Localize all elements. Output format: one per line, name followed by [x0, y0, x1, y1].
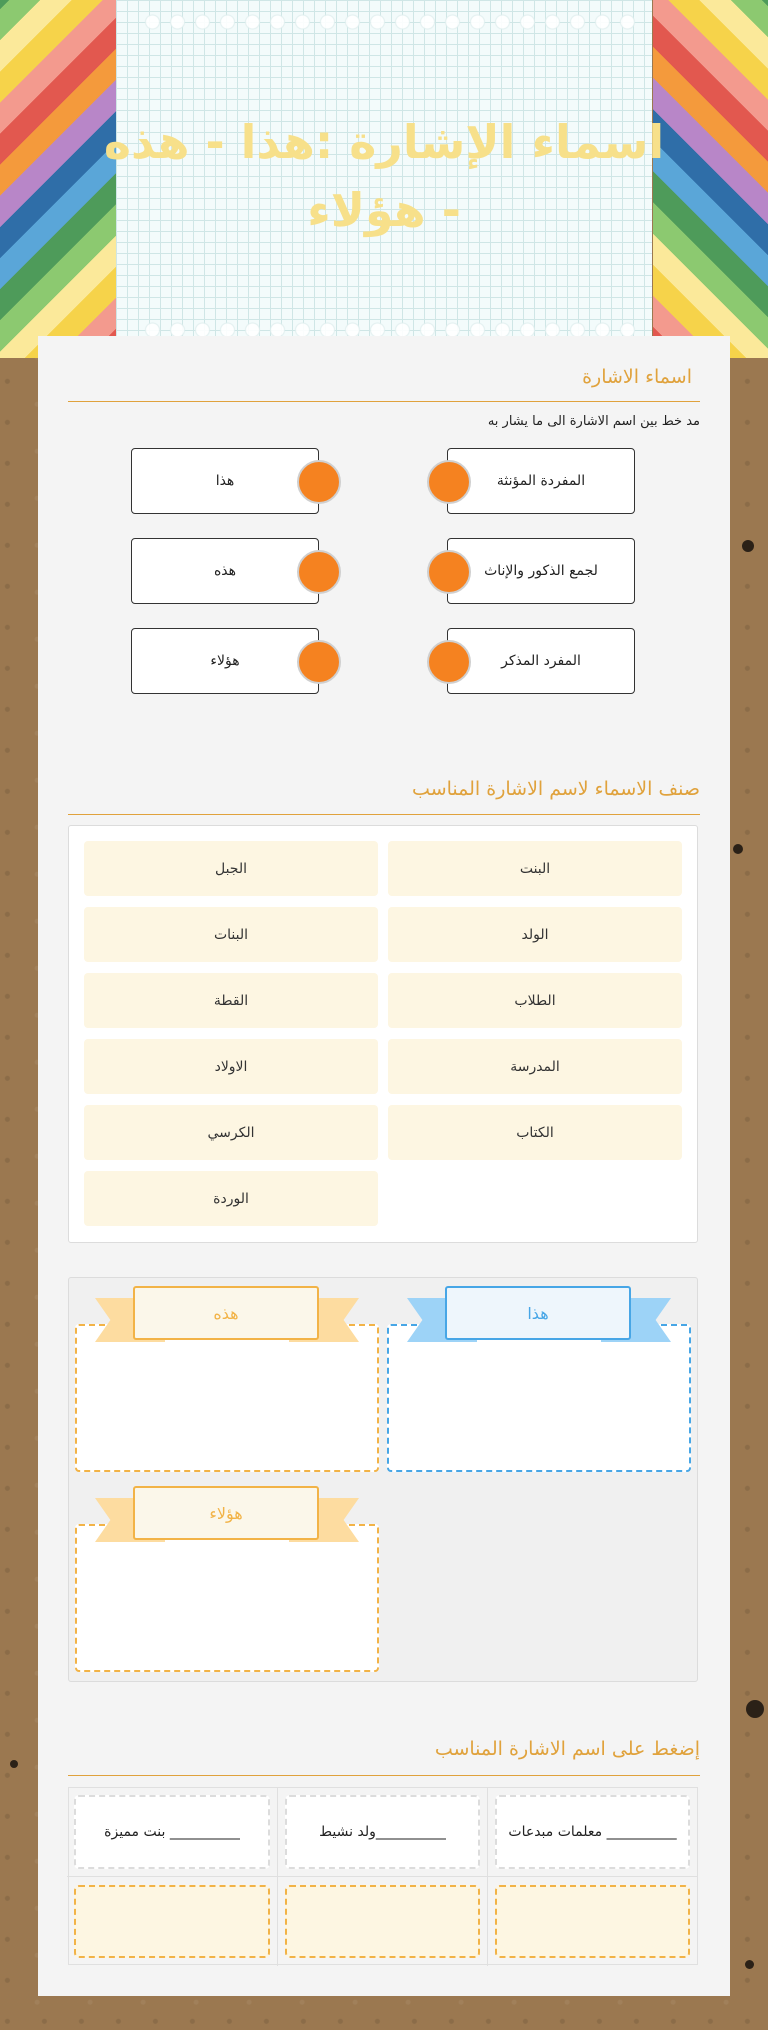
match-connector-dot[interactable] — [427, 460, 471, 504]
matching-instruction: مد خط بين اسم الاشارة الى ما يشار به — [487, 414, 700, 429]
sort-chip[interactable]: البنات — [84, 907, 378, 962]
match-connector-dot[interactable] — [297, 460, 341, 504]
sort-chip[interactable]: الجبل — [84, 841, 378, 896]
bucket-label-ribbon — [407, 1286, 671, 1342]
ink-splat — [746, 1700, 764, 1718]
paper-holes-top — [140, 14, 640, 30]
section-title-matching: اسماء الاشارة — [582, 366, 692, 388]
section-divider — [68, 1775, 700, 1776]
worksheet-card — [38, 336, 730, 1996]
answer-slot[interactable] — [74, 1885, 270, 1958]
page-title: اسماء الإشارة :هذا - هذه - هؤلاء — [103, 115, 665, 237]
table-cell — [67, 1788, 277, 1877]
table-cell — [487, 1877, 697, 1966]
sentence-card: __________ معلمات مبدعات — [495, 1795, 690, 1869]
sort-chip[interactable]: الطلاب — [388, 973, 682, 1028]
header-banner — [0, 0, 768, 358]
sort-buckets-panel — [68, 1277, 698, 1682]
drop-bucket-hathihi[interactable] — [75, 1324, 379, 1472]
sort-chip[interactable]: الكرسي — [84, 1105, 378, 1160]
drop-bucket-hatha[interactable] — [387, 1324, 691, 1472]
sort-chip[interactable]: البنت — [388, 841, 682, 896]
sort-chip[interactable]: الكتاب — [388, 1105, 682, 1160]
table-cell — [277, 1877, 487, 1966]
bucket-label: هذه — [133, 1286, 319, 1340]
sentence-card: __________ولد نشيط — [285, 1795, 480, 1869]
table-cell — [67, 1877, 277, 1966]
bucket-label-ribbon — [95, 1286, 359, 1342]
match-connector-dot[interactable] — [427, 640, 471, 684]
match-item-left[interactable]: هذا — [131, 448, 319, 514]
sentence-card: __________ بنت مميزة — [74, 1795, 270, 1869]
answer-slot[interactable] — [495, 1885, 690, 1958]
match-item-left[interactable]: هذه — [131, 538, 319, 604]
match-item-right[interactable]: المفرد المذكر — [447, 628, 635, 694]
table-cell — [487, 1788, 697, 1877]
section-divider — [68, 401, 700, 402]
match-connector-dot[interactable] — [297, 550, 341, 594]
section-title-sorting: صنف الاسماء لاسم الاشارة المناسب — [412, 778, 700, 800]
table-cell — [277, 1788, 487, 1877]
sort-chip[interactable]: الاولاد — [84, 1039, 378, 1094]
click-table — [68, 1787, 698, 1965]
section-divider — [68, 814, 700, 815]
match-connector-dot[interactable] — [427, 550, 471, 594]
bucket-label-ribbon — [95, 1486, 359, 1542]
bucket-label: هذا — [445, 1286, 631, 1340]
sort-chip[interactable]: الوردة — [84, 1171, 378, 1226]
sort-items-panel — [68, 825, 698, 1243]
section-title-click: إضغط على اسم الاشارة المناسب — [434, 1738, 700, 1760]
sort-chip[interactable]: المدرسة — [388, 1039, 682, 1094]
match-item-left[interactable]: هؤلاء — [131, 628, 319, 694]
sort-chip[interactable]: القطة — [84, 973, 378, 1028]
sort-chip[interactable]: الولد — [388, 907, 682, 962]
match-connector-dot[interactable] — [297, 640, 341, 684]
ink-splat — [10, 1760, 18, 1768]
answer-slot[interactable] — [285, 1885, 480, 1958]
match-item-right[interactable]: المفردة المؤنثة — [447, 448, 635, 514]
drop-bucket-haulai[interactable] — [75, 1524, 379, 1672]
bucket-label: هؤلاء — [133, 1486, 319, 1540]
ink-splat — [733, 844, 743, 854]
match-item-right[interactable]: لجمع الذكور والإناث — [447, 538, 635, 604]
ink-splat — [745, 1960, 754, 1969]
ink-splat — [742, 540, 754, 552]
